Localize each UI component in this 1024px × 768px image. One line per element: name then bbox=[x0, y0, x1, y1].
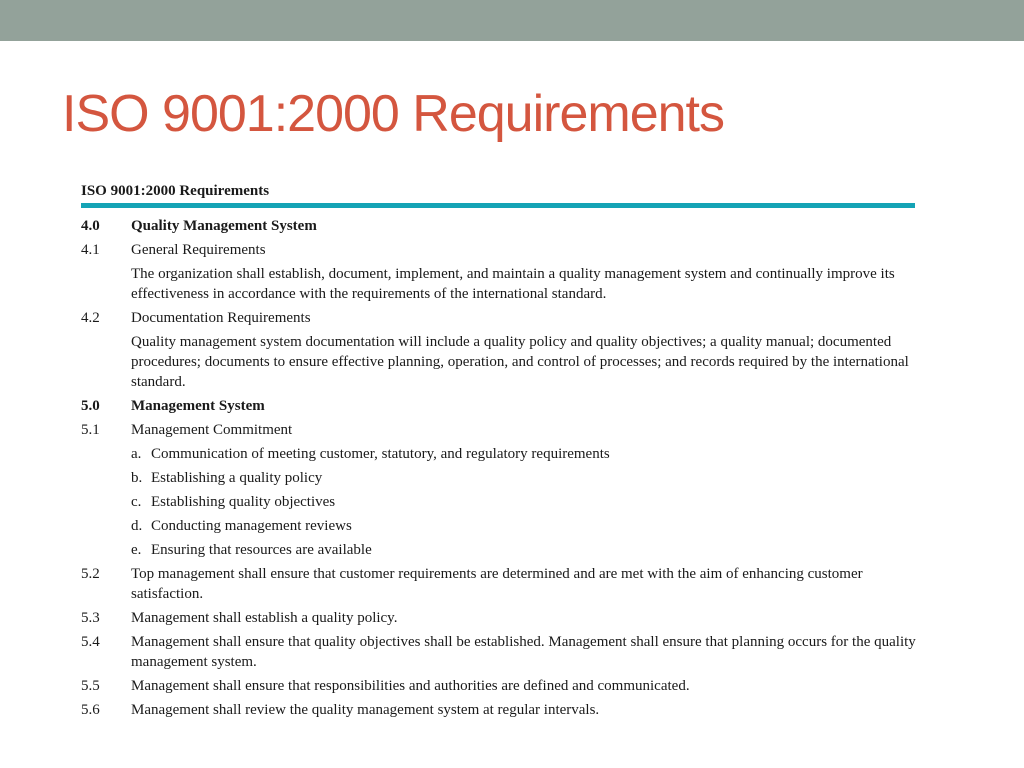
entry-text: Management Commitment bbox=[131, 422, 293, 438]
entry-text: Management System bbox=[131, 398, 265, 414]
item-text: Communication of meeting customer, statutory, and regulatory requirements bbox=[151, 446, 610, 462]
entry-text: Management shall review the quality management system at regular intervals. bbox=[131, 702, 600, 718]
item-letter: c. bbox=[131, 494, 142, 510]
entry-text: General Requirements bbox=[131, 242, 266, 258]
commitment-item-b bbox=[81, 468, 916, 488]
item-text: Establishing a quality policy bbox=[151, 470, 323, 486]
item-letter: b. bbox=[131, 470, 143, 486]
entry-number bbox=[81, 540, 131, 560]
item-text: Ensuring that resources are available bbox=[151, 542, 372, 558]
entry-5-3 bbox=[81, 608, 916, 628]
entry-number: 5.1 bbox=[81, 422, 100, 438]
item-letter: d. bbox=[131, 518, 143, 534]
entry-number: 5.4 bbox=[81, 634, 100, 650]
entry-5-6 bbox=[81, 700, 916, 720]
item-text: Establishing quality objectives bbox=[151, 494, 336, 510]
requirements-document bbox=[81, 181, 916, 724]
item-text: Conducting management reviews bbox=[151, 518, 352, 534]
entry-text: Quality Management System bbox=[131, 218, 317, 234]
document-heading: ISO 9001:2000 Requirements bbox=[81, 183, 270, 199]
entry-number: 5.6 bbox=[81, 702, 100, 718]
entry-4-2 bbox=[81, 308, 916, 328]
item-letter: e. bbox=[131, 542, 142, 558]
entry-4-1 bbox=[81, 240, 916, 260]
top-accent-bar bbox=[0, 0, 1024, 41]
entry-5-2 bbox=[81, 564, 916, 604]
entry-number bbox=[81, 468, 131, 488]
entry-number bbox=[81, 492, 131, 512]
entry-4-0 bbox=[81, 216, 916, 236]
entry-text: Top management shall ensure that customer requirements are determined and are met with the aim of enhancing customer satisfaction. bbox=[131, 566, 863, 602]
entry-4-1-description bbox=[81, 264, 916, 304]
entry-text: The organization shall establish, document, implement, and maintain a quality management system and continually improve its effectiveness in accordance with the requirements of the international standard. bbox=[131, 266, 895, 302]
entry-5-1 bbox=[81, 420, 916, 440]
entry-number: 4.1 bbox=[81, 242, 100, 258]
entry-number bbox=[81, 264, 131, 304]
commitment-item-d bbox=[81, 516, 916, 536]
entry-number bbox=[81, 516, 131, 536]
entry-4-2-description bbox=[81, 332, 916, 392]
entry-number: 5.5 bbox=[81, 678, 100, 694]
entry-5-5 bbox=[81, 676, 916, 696]
entry-text: Documentation Requirements bbox=[131, 310, 311, 326]
item-letter: a. bbox=[131, 446, 142, 462]
commitment-item-a bbox=[81, 444, 916, 464]
entry-number: 5.2 bbox=[81, 566, 100, 582]
entry-number: 5.0 bbox=[81, 398, 100, 414]
entry-text: Management shall ensure that responsibilities and authorities are defined and communicated. bbox=[131, 678, 690, 694]
entry-number: 4.2 bbox=[81, 310, 100, 326]
entry-number: 5.3 bbox=[81, 610, 100, 626]
entry-number bbox=[81, 332, 131, 392]
heading-rule bbox=[81, 203, 915, 208]
slide-title: ISO 9001:2000 Requirements bbox=[62, 85, 724, 143]
entry-number: 4.0 bbox=[81, 218, 100, 234]
entry-text: Management shall ensure that quality objectives shall be established. Management shall ensure that planning occurs for the quality management system. bbox=[131, 634, 916, 670]
entry-5-0 bbox=[81, 396, 916, 416]
entry-text: Management shall establish a quality policy. bbox=[131, 610, 398, 626]
entry-text: Quality management system documentation will include a quality policy and quality objectives; a quality manual; documented procedures; documents to ensure effective planning, operation, and control of processes; and records required by the international standard. bbox=[131, 334, 909, 390]
entry-5-4 bbox=[81, 632, 916, 672]
commitment-item-e bbox=[81, 540, 916, 560]
entry-number bbox=[81, 444, 131, 464]
commitment-item-c bbox=[81, 492, 916, 512]
